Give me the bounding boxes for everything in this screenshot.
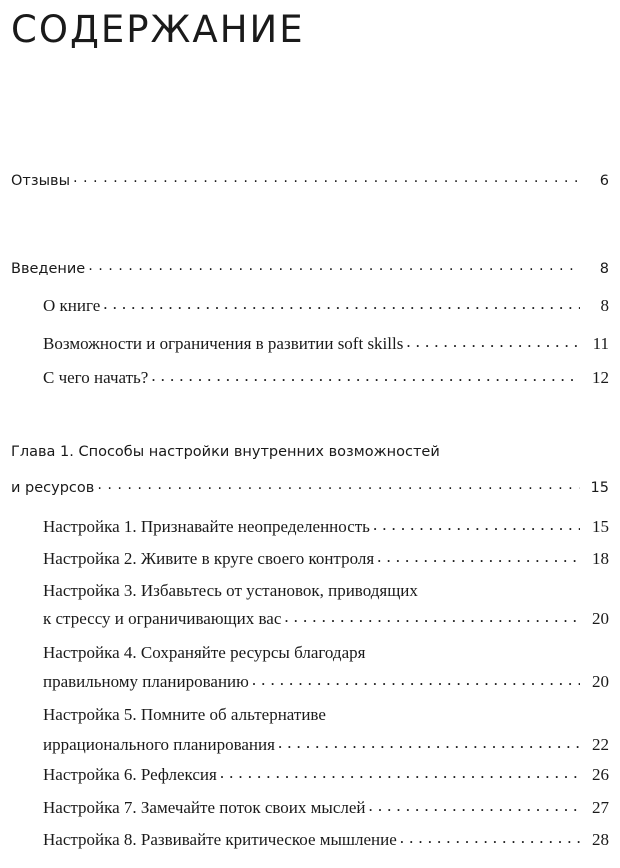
toc-entry-setting-5[interactable]	[0, 733, 609, 755]
toc-page-number: 15	[590, 479, 609, 496]
toc-entry-label: Настройка 7. Замечайте поток своих мыслей	[43, 798, 366, 817]
toc-entry-setting-1[interactable]	[0, 515, 609, 537]
toc-page-number: 6	[599, 172, 609, 189]
toc-entry-reviews[interactable]	[0, 170, 609, 189]
toc-page-number: 18	[592, 549, 609, 568]
toc-page-number: 28	[592, 830, 609, 849]
dot-leader	[252, 670, 580, 687]
dot-leader	[406, 332, 580, 349]
toc-page-number: 22	[592, 735, 609, 754]
toc-entry-label: и ресурсов	[11, 479, 95, 496]
toc-entry-label: к стрессу и ограничивающих вас	[43, 609, 282, 628]
toc-page-number: 8	[599, 260, 609, 277]
dot-leader	[278, 733, 580, 750]
toc-entry-label: правильному планированию	[43, 672, 249, 691]
toc-entry-about-book[interactable]	[0, 294, 609, 316]
toc-page-number: 8	[600, 296, 609, 315]
toc-entry-soft-skills[interactable]	[0, 332, 609, 354]
toc-page-number: 15	[592, 517, 609, 536]
toc-page-number: 27	[592, 798, 609, 817]
dot-leader	[377, 547, 580, 564]
toc-entry-label: Отзывы	[11, 172, 71, 189]
toc-entry-label: Настройка 8. Развивайте критическое мышление	[43, 830, 397, 849]
toc-entry-label: О книге	[43, 296, 101, 315]
dot-leader	[373, 515, 580, 532]
toc-entry-label: иррационального планирования	[43, 735, 275, 754]
toc-entry-label: Введение	[11, 260, 86, 277]
toc-entry-chapter-1[interactable]	[0, 477, 609, 496]
toc-entry-label: С чего начать?	[43, 368, 149, 387]
setting-3-line1: Настройка 3. Избавьтесь от установок, приводящих	[43, 581, 418, 600]
toc-entry-setting-6[interactable]	[0, 763, 609, 785]
toc-entry-intro[interactable]	[0, 258, 609, 277]
toc-entry-label: Настройка 1. Признавайте неопределенность	[43, 517, 370, 536]
toc-entry-setting-7[interactable]	[0, 796, 609, 818]
dot-leader	[220, 763, 580, 780]
dot-leader	[88, 258, 580, 273]
dot-leader	[103, 294, 580, 311]
chapter-1-title-line1: Глава 1. Способы настройки внутренних возможностей	[11, 444, 440, 460]
setting-4-line1: Настройка 4. Сохраняйте ресурсы благодаря	[43, 643, 366, 662]
toc-page-number: 26	[592, 765, 609, 784]
dot-leader	[73, 170, 580, 185]
toc-page-number: 12	[592, 368, 609, 387]
dot-leader	[369, 796, 580, 813]
dot-leader	[151, 366, 580, 383]
toc-page-number: 20	[592, 672, 609, 691]
toc-entry-setting-3[interactable]	[0, 607, 609, 629]
toc-entry-setting-4[interactable]	[0, 670, 609, 692]
toc-entry-label: Настройка 6. Рефлексия	[43, 765, 217, 784]
toc-entry-label: Возможности и ограничения в развитии soft skills	[43, 334, 404, 353]
dot-leader	[400, 828, 580, 845]
toc-entry-where-to-start[interactable]	[0, 366, 609, 388]
toc-entry-setting-2[interactable]	[0, 547, 609, 569]
dot-leader	[284, 607, 580, 624]
toc-entry-setting-8[interactable]	[0, 828, 609, 850]
dot-leader	[97, 477, 580, 492]
toc-entry-label: Настройка 2. Живите в круге своего контроля	[43, 549, 375, 568]
toc-page-number: 11	[592, 334, 609, 353]
setting-5-line1: Настройка 5. Помните об альтернативе	[43, 705, 326, 724]
page-title: СОДЕРЖАНИЕ	[11, 8, 305, 51]
toc-page-number: 20	[592, 609, 609, 628]
